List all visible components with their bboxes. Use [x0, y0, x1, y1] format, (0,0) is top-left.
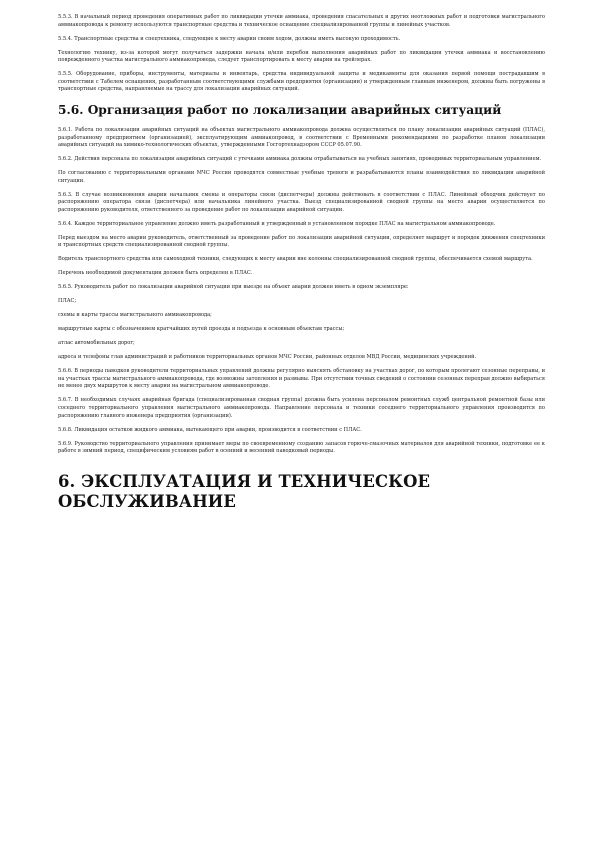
list-item: адреса и телефоны глав администраций и работников территориальных органов МЧС России, районных отделов МВД России, медицинских учреждений.	[58, 354, 477, 361]
section-heading: 5.6. Организация работ по локализации аварийных ситуаций	[58, 102, 502, 117]
paragraph-5-6-4: 5.6.4. Каждое территориальное управление должно иметь разработанный и утвержденный в установленном порядке ПЛАС на магистральном аммиакопроводе.	[58, 220, 496, 227]
paragraph-5-6-9: 5.6.9. Руководство территориального управления принимает меры по своевременному созданию запасов горюче-смазочных материалов для аварийной техники, подготовке ее к работе в зимний период, специфическим условиям работ в осенний и весенний паводковый периоды.	[58, 440, 545, 455]
paragraph-5-5-5: 5.5.5. Оборудование, приборы, инструменты, материалы и инвентарь, средства индивидуальной защиты и медикаменты для оказания первой помощи пострадавшим в соответствии с Табелем оснащения, разработанным соответствующими службами предприятия (организации) и утвержденным главным инженером, должны быть погружены в транспортные средства, направляемые на трассу для локализации аварийных ситуаций.	[58, 71, 545, 93]
paragraph-5-6-4-driver: Водитель транспортного средства или самоходной техники, следующих к месту аварии вне колонны специализированной сводной группы, обеспечивается схемой маршрута.	[58, 256, 533, 263]
list-item: атлас автомобильных дорог;	[58, 340, 135, 347]
paragraph-5-6-4-route: Перед выездом на место аварии руководитель, ответственный за проведение работ по локализации аварийной ситуации, определяет маршрут и порядок движения спецтехники и транспортных средств специализированной сводной группы.	[58, 234, 545, 249]
paragraph-5-5-4-cont: Технологию технику, из-за которой могут получаться задержки начала и/или перебои выполнения аварийных работ по ликвидации утечки аммиака и восстановлению поврежденного участка магистрального аммиакопровода, следует транспортировать к месту аварии на трейлерах.	[58, 49, 545, 64]
paragraph-5-6-6: 5.6.6. В периоды паводков руководители территориальных управлений должны регулярно выяснять обстановку на участках дорог, по которым пролегают сезонные переправы, и на участках трассы магистрального аммиакопровода, где возможны затопления и размывы. При отсутствии точных сведений о состоянии сезонных переправ должно выбираться не менее двух маршрутов к месту аварии на магистральном аммиакопроводе.	[58, 368, 545, 390]
paragraph-5-6-5: 5.6.5. Руководитель работ по локализации аварийной ситуации при выезде на объект аварии должен иметь в одном экземпляре:	[58, 284, 409, 291]
paragraph-5-6-8: 5.6.8. Ликвидация остатков жидкого аммиака, вытекающего при аварии, производится в соответствии с ПЛАС.	[58, 426, 362, 433]
chapter-heading: 6. ЭКСПЛУАТАЦИЯ И ТЕХНИЧЕСКОЕ ОБСЛУЖИВАНИЕ	[58, 471, 431, 511]
paragraph-5-6-2-cont: По согласованию с территориальными органами МЧС России проводятся совместные учебные тревоги и разрабатываются планы взаимодействия по ликвидации аварийной ситуации.	[58, 170, 545, 184]
paragraph-5-6-1: 5.6.1. Работа по локализации аварийных ситуаций на объектах магистрального аммиакопровода должна осуществляться по плану локализации аварийных ситуаций (ПЛАС), разработанному предприятием (организацией), эксплуатирующим аммиакопровод, в соответствии с Временными рекомендациями по разработке планов локализации аварийных ситуаций на химико-технологических объектах, утвержденными Госгортехнадзором СССР 05.07.90.	[58, 126, 545, 149]
list-item: схемы и карты трассы магистрального аммиакопровода;	[58, 312, 212, 319]
paragraph-5-6-2: 5.6.2. Действия персонала по локализации аварийных ситуаций с утечками аммиака должны отрабатываться на учебных занятиях, проводимых территориальным управлением.	[58, 156, 542, 163]
paragraph-5-6-7: 5.6.7. В необходимых случаях аварийная бригада (специализированная сводная группа) должна быть усилена персоналом ремонтных служб центральной ремонтной базы или соседнего территориального управления магистрального аммиакопровода. Направление персонала и техники соседнего территориального управления производится по распоряжению главного инженера предприятия (организации).	[58, 397, 545, 419]
paragraph-5-5-4: 5.5.4. Транспортные средства и спецтехника, следующие к месту аварии своим ходом, должны иметь высокую проходимость.	[58, 35, 401, 42]
paragraph-5-6-4-docs: Перечень необходимой документации должен быть определен в ПЛАС.	[58, 270, 253, 277]
list-item: ПЛАС;	[58, 298, 77, 305]
paragraph-5-6-3: 5.6.3. В случае возникновения аварии начальник смены и операторы связи (диспетчеры) должны действовать в соответствии с ПЛАС. Линейный обходчик действует по распоряжению оператора связи (диспетчера) или начальника линейного участка. Выезд специализированной сводной группы на место аварии осуществляется по распоряжению руководителя, ответственного за проведение работ по локализации аварийной ситуации.	[58, 191, 545, 213]
list-item: маршрутные карты с обозначением кратчайших путей проезда и подъезда к основным объектам трассы;	[58, 326, 345, 333]
paragraph-5-5-3: 5.5.3. В начальный период проведения оперативных работ по ликвидации утечки аммиака, проведения спасательных и других неотложных работ и подготовки магистрального аммиакопровода к ремонту используются транспортные средства и техническое оснащение специализированной группы и линейных участков.	[58, 14, 545, 28]
